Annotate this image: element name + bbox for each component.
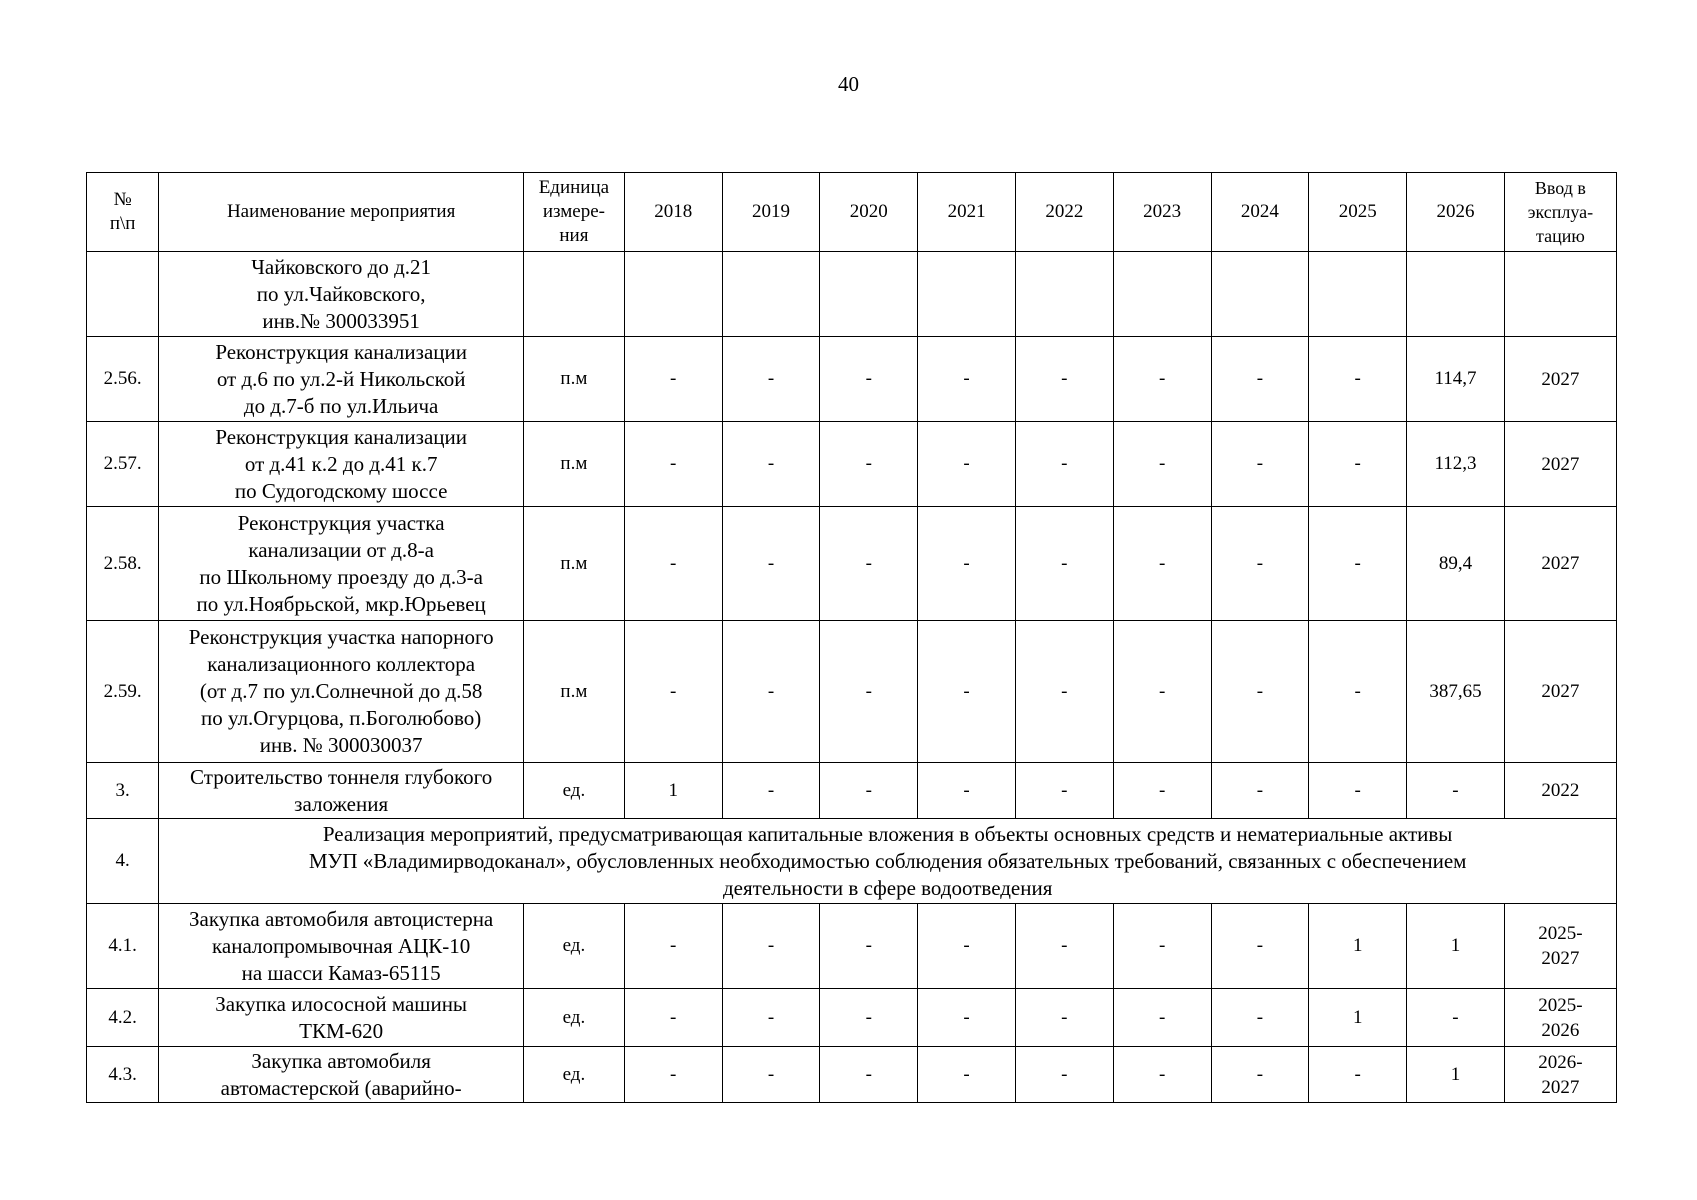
year-value-2018: - bbox=[624, 337, 722, 422]
measure-name-line: Закупка илососной машины bbox=[215, 991, 468, 1016]
year-value-2022 bbox=[1015, 252, 1113, 337]
year-value-2022: - bbox=[1015, 422, 1113, 507]
year-value-2025: - bbox=[1309, 422, 1407, 507]
section-title-line: Реализация мероприятий, предусматривающая капитальные вложения в объекты основных средств и нематериальные активы bbox=[322, 821, 1453, 846]
year-value-2018: - bbox=[624, 904, 722, 989]
year-value-2022: - bbox=[1015, 337, 1113, 422]
measure-name-line: по Судогодскому шоссе bbox=[234, 478, 448, 503]
header-unit: Единица измере- ния bbox=[523, 173, 624, 252]
year-value-2018: - bbox=[624, 422, 722, 507]
header-row bbox=[87, 173, 1617, 252]
commission-year-line: 2025- bbox=[1538, 923, 1583, 944]
year-value-2022: - bbox=[1015, 904, 1113, 989]
year-value-2021: - bbox=[918, 1047, 1016, 1103]
section-row bbox=[87, 819, 1617, 904]
year-value-2025: - bbox=[1309, 1047, 1407, 1103]
year-value-2022: - bbox=[1015, 763, 1113, 819]
measure-name bbox=[159, 1047, 524, 1103]
measure-name-line: от д.41 к.2 до д.41 к.7 bbox=[244, 451, 438, 476]
section-title-line: МУП «Владимирводоканал», обусловленных необходимостью соблюдения обязательных требований, связанных с обеспечением bbox=[308, 848, 1467, 873]
commission-year bbox=[1504, 904, 1616, 989]
row-number: 4.3. bbox=[87, 1047, 159, 1103]
year-value-2021: - bbox=[918, 989, 1016, 1047]
measure-name-line: Закупка автомобиля bbox=[251, 1048, 431, 1073]
measure-name-line: заложения bbox=[294, 791, 389, 816]
year-value-2020: - bbox=[820, 763, 918, 819]
commission-year bbox=[1504, 337, 1616, 422]
year-value-2026: 1 bbox=[1407, 904, 1505, 989]
unit-cell: ед. bbox=[523, 763, 624, 819]
row-number: 4.1. bbox=[87, 904, 159, 989]
table-row bbox=[87, 337, 1617, 422]
year-value-2025: 1 bbox=[1309, 989, 1407, 1047]
measure-name-line: автомастерской (аварийно- bbox=[220, 1075, 462, 1100]
measure-name-line: инв. № 300030037 bbox=[259, 733, 423, 757]
commission-year-line: 2027 bbox=[1541, 1076, 1580, 1098]
row-number: 2.58. bbox=[87, 507, 159, 621]
year-value-2020: - bbox=[820, 989, 918, 1047]
year-value-2025: - bbox=[1309, 763, 1407, 819]
commission-year-line: 2027 bbox=[1541, 681, 1580, 702]
measure-name bbox=[159, 904, 524, 989]
commission-year-line: 2026 bbox=[1541, 1019, 1580, 1041]
year-value-2023: - bbox=[1113, 989, 1211, 1047]
year-value-2018: - bbox=[624, 989, 722, 1047]
year-value-2018 bbox=[624, 252, 722, 337]
commission-year-line: 2022 bbox=[1541, 780, 1580, 801]
year-value-2024: - bbox=[1211, 337, 1309, 422]
year-value-2022: - bbox=[1015, 1047, 1113, 1103]
header-year-2023: 2023 bbox=[1113, 173, 1211, 252]
year-value-2025: 1 bbox=[1309, 904, 1407, 989]
unit-cell bbox=[523, 252, 624, 337]
row-number bbox=[87, 252, 159, 337]
year-value-2024: - bbox=[1211, 1047, 1309, 1103]
year-value-2021: - bbox=[918, 507, 1016, 621]
year-value-2023: - bbox=[1113, 1047, 1211, 1103]
year-value-2024: - bbox=[1211, 989, 1309, 1047]
measure-name-line: Реконструкция участка bbox=[237, 510, 445, 535]
unit-cell: п.м bbox=[523, 422, 624, 507]
year-value-2024: - bbox=[1211, 904, 1309, 989]
measure-name-line: по ул.Чайковского, bbox=[256, 281, 426, 306]
year-value-2024: - bbox=[1211, 507, 1309, 621]
table-row bbox=[87, 507, 1617, 621]
year-value-2026: 387,65 bbox=[1407, 621, 1505, 763]
year-value-2020: - bbox=[820, 507, 918, 621]
row-number: 2.56. bbox=[87, 337, 159, 422]
year-value-2022: - bbox=[1015, 621, 1113, 763]
header-commission: Ввод в эксплуа- тацию bbox=[1504, 173, 1616, 252]
measure-name-line: канализационного коллектора bbox=[207, 652, 476, 676]
measure-name-line: до д.7-б по ул.Ильича bbox=[243, 393, 439, 418]
page-number: 40 bbox=[838, 72, 859, 96]
commission-year bbox=[1504, 422, 1616, 507]
year-value-2019: - bbox=[722, 904, 820, 989]
year-value-2020: - bbox=[820, 904, 918, 989]
row-number: 2.59. bbox=[87, 621, 159, 763]
year-value-2020: - bbox=[820, 1047, 918, 1103]
year-value-2023 bbox=[1113, 252, 1211, 337]
measure-name bbox=[159, 337, 524, 422]
measure-name-line: Реконструкция участка напорного bbox=[188, 625, 494, 649]
commission-year-line: 2026- bbox=[1538, 1051, 1583, 1073]
year-value-2018: - bbox=[624, 1047, 722, 1103]
year-value-2018: - bbox=[624, 621, 722, 763]
header-year-2021: 2021 bbox=[918, 173, 1016, 252]
year-value-2026 bbox=[1407, 252, 1505, 337]
year-value-2021 bbox=[918, 252, 1016, 337]
measure-name-line: (от д.7 по ул.Солнечной до д.58 bbox=[199, 679, 483, 703]
unit-cell: п.м bbox=[523, 337, 624, 422]
year-value-2023: - bbox=[1113, 507, 1211, 621]
header-year-2024: 2024 bbox=[1211, 173, 1309, 252]
measure-name-line: канализации от д.8-а bbox=[248, 537, 434, 562]
unit-cell: ед. bbox=[523, 904, 624, 989]
section-title-line: деятельности в сфере водоотведения bbox=[722, 875, 1053, 900]
year-value-2025: - bbox=[1309, 507, 1407, 621]
year-value-2025: - bbox=[1309, 337, 1407, 422]
year-value-2023: - bbox=[1113, 337, 1211, 422]
row-number: 2.57. bbox=[87, 422, 159, 507]
year-value-2024: - bbox=[1211, 763, 1309, 819]
year-value-2025 bbox=[1309, 252, 1407, 337]
year-value-2023: - bbox=[1113, 904, 1211, 989]
commission-year-line: 2027 bbox=[1541, 453, 1580, 475]
header-year-2022: 2022 bbox=[1015, 173, 1113, 252]
year-value-2024: - bbox=[1211, 621, 1309, 763]
year-value-2019: - bbox=[722, 422, 820, 507]
row-number: 3. bbox=[87, 763, 159, 819]
measure-name-line: ТКМ-620 bbox=[299, 1018, 384, 1043]
section-number: 4. bbox=[87, 819, 159, 904]
measure-name-line: по ул.Ноябрьской, мкр.Юрьевец bbox=[196, 591, 486, 616]
year-value-2026: 112,3 bbox=[1407, 422, 1505, 507]
unit-cell: п.м bbox=[523, 621, 624, 763]
table-row bbox=[87, 904, 1617, 989]
year-value-2026: - bbox=[1407, 989, 1505, 1047]
year-value-2026: 1 bbox=[1407, 1047, 1505, 1103]
year-value-2019 bbox=[722, 252, 820, 337]
commission-year bbox=[1504, 252, 1616, 337]
measure-name-line: по Школьному проезду до д.3-а bbox=[199, 564, 483, 589]
header-year-2025: 2025 bbox=[1309, 173, 1407, 252]
year-value-2026: 114,7 bbox=[1407, 337, 1505, 422]
year-value-2020: - bbox=[820, 337, 918, 422]
year-value-2021: - bbox=[918, 621, 1016, 763]
year-value-2021: - bbox=[918, 337, 1016, 422]
year-value-2022: - bbox=[1015, 507, 1113, 621]
year-value-2019: - bbox=[722, 337, 820, 422]
measure-name-line: от д.6 по ул.2-й Никольской bbox=[216, 366, 466, 391]
measure-name bbox=[159, 621, 524, 763]
year-value-2024 bbox=[1211, 252, 1309, 337]
measure-name-line: на шасси Камаз-65115 bbox=[241, 960, 441, 985]
measure-name-line: каналопромывочная АЦК-10 bbox=[212, 933, 471, 958]
measure-name-line: Чайковского до д.21 bbox=[251, 254, 432, 279]
year-value-2019: - bbox=[722, 507, 820, 621]
header-year-2018: 2018 bbox=[624, 173, 722, 252]
year-value-2026: 89,4 bbox=[1407, 507, 1505, 621]
year-value-2019: - bbox=[722, 763, 820, 819]
year-value-2019: - bbox=[722, 1047, 820, 1103]
measures-table bbox=[86, 172, 1617, 1103]
table-row bbox=[87, 763, 1617, 819]
year-value-2021: - bbox=[918, 763, 1016, 819]
table-body bbox=[87, 252, 1617, 1103]
header-year-2026: 2026 bbox=[1407, 173, 1505, 252]
year-value-2023: - bbox=[1113, 422, 1211, 507]
year-value-2026: - bbox=[1407, 763, 1505, 819]
unit-cell: ед. bbox=[523, 1047, 624, 1103]
measure-name bbox=[159, 989, 524, 1047]
measure-name-line: Реконструкция канализации bbox=[215, 339, 467, 364]
year-value-2022: - bbox=[1015, 989, 1113, 1047]
table-row bbox=[87, 1047, 1617, 1103]
commission-year-line: 2027 bbox=[1541, 368, 1580, 390]
commission-year bbox=[1504, 621, 1616, 763]
year-value-2018: - bbox=[624, 507, 722, 621]
table-row bbox=[87, 621, 1617, 763]
section-title bbox=[159, 819, 1617, 904]
row-number: 4.2. bbox=[87, 989, 159, 1047]
commission-year-line: 2025- bbox=[1538, 994, 1583, 1016]
year-value-2024: - bbox=[1211, 422, 1309, 507]
year-value-2021: - bbox=[918, 904, 1016, 989]
year-value-2019: - bbox=[722, 621, 820, 763]
year-value-2020 bbox=[820, 252, 918, 337]
measure-name-line: Строительство тоннеля глубокого bbox=[190, 764, 493, 789]
commission-year bbox=[1504, 763, 1616, 819]
table-row bbox=[87, 989, 1617, 1047]
table-row bbox=[87, 422, 1617, 507]
year-value-2018: 1 bbox=[624, 763, 722, 819]
header-year-2020: 2020 bbox=[820, 173, 918, 252]
measure-name-line: Реконструкция канализации bbox=[215, 424, 467, 449]
year-value-2020: - bbox=[820, 621, 918, 763]
measure-name-line: по ул.Огурцова, п.Боголюбово) bbox=[201, 706, 482, 730]
measure-name bbox=[159, 507, 524, 621]
commission-year bbox=[1504, 507, 1616, 621]
measure-name bbox=[159, 252, 524, 337]
header-year-2019: 2019 bbox=[722, 173, 820, 252]
year-value-2020: - bbox=[820, 422, 918, 507]
unit-cell: ед. bbox=[523, 989, 624, 1047]
header-name: Наименование мероприятия bbox=[159, 173, 524, 252]
table-row bbox=[87, 252, 1617, 337]
header-num: № п\п bbox=[87, 173, 159, 252]
commission-year bbox=[1504, 1047, 1616, 1103]
measure-name-line: Закупка автомобиля автоцистерна bbox=[189, 906, 494, 931]
commission-year bbox=[1504, 989, 1616, 1047]
commission-year-line: 2027 bbox=[1541, 948, 1580, 969]
year-value-2019: - bbox=[722, 989, 820, 1047]
commission-year-line: 2027 bbox=[1541, 553, 1580, 574]
year-value-2023: - bbox=[1113, 621, 1211, 763]
measure-name bbox=[159, 763, 524, 819]
measure-name bbox=[159, 422, 524, 507]
unit-cell: п.м bbox=[523, 507, 624, 621]
year-value-2025: - bbox=[1309, 621, 1407, 763]
measure-name-line: инв.№ 300033951 bbox=[262, 308, 420, 333]
year-value-2023: - bbox=[1113, 763, 1211, 819]
year-value-2021: - bbox=[918, 422, 1016, 507]
